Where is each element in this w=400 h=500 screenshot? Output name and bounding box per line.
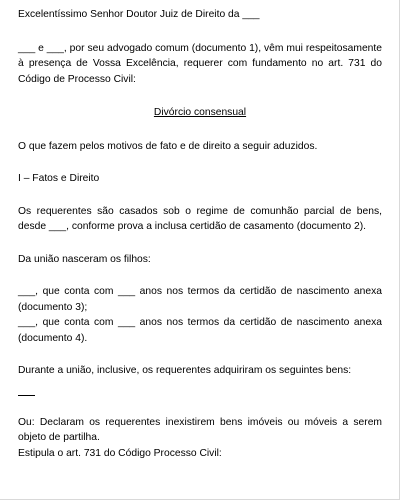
child-1-paragraph: ___, que conta com ___ anos nos termos da certidão de nascimento anexa (documento 3);	[18, 286, 382, 313]
blank-line	[18, 395, 35, 396]
intro-paragraph: ___ e ___, por seu advogado comum (documento 1), vêm mui respeitosamente à presença de Vossa Excelência, requerer com fundamento no art. 731 do Código de Processo Civil:	[18, 42, 382, 85]
section-heading: I – Fatos e Direito	[18, 173, 100, 184]
marriage-paragraph: Os requerentes são casados sob o regime de comunhão parcial de bens, desde ___, conforme prova a inclusa certidão de casamento (documento 2).	[18, 205, 382, 232]
document-title: Divórcio consensual	[153, 107, 247, 118]
no-assets-paragraph: Ou: Declaram os requerentes inexistirem bens imóveis ou móveis a serem objeto de partilha.	[18, 416, 382, 443]
assets-paragraph: Durante a união, inclusive, os requerentes adquiriram os seguintes bens:	[18, 365, 352, 376]
document-body	[18, 7, 382, 461]
assets-blank	[18, 379, 382, 401]
article-paragraph: Estipula o art. 731 do Código Processo Civil:	[18, 447, 222, 459]
reasons-paragraph: O que fazem pelos motivos de fato e de direito a seguir aduzidos.	[18, 140, 318, 152]
children-intro: Da união nasceram os filhos:	[18, 253, 151, 265]
addressee-line: Excelentíssimo Senhor Doutor Juiz de Direito da ___	[18, 9, 260, 20]
child-2-paragraph: ___, que conta com ___ anos nos termos da certidão de nascimento anexa (documento 4).	[18, 317, 382, 344]
